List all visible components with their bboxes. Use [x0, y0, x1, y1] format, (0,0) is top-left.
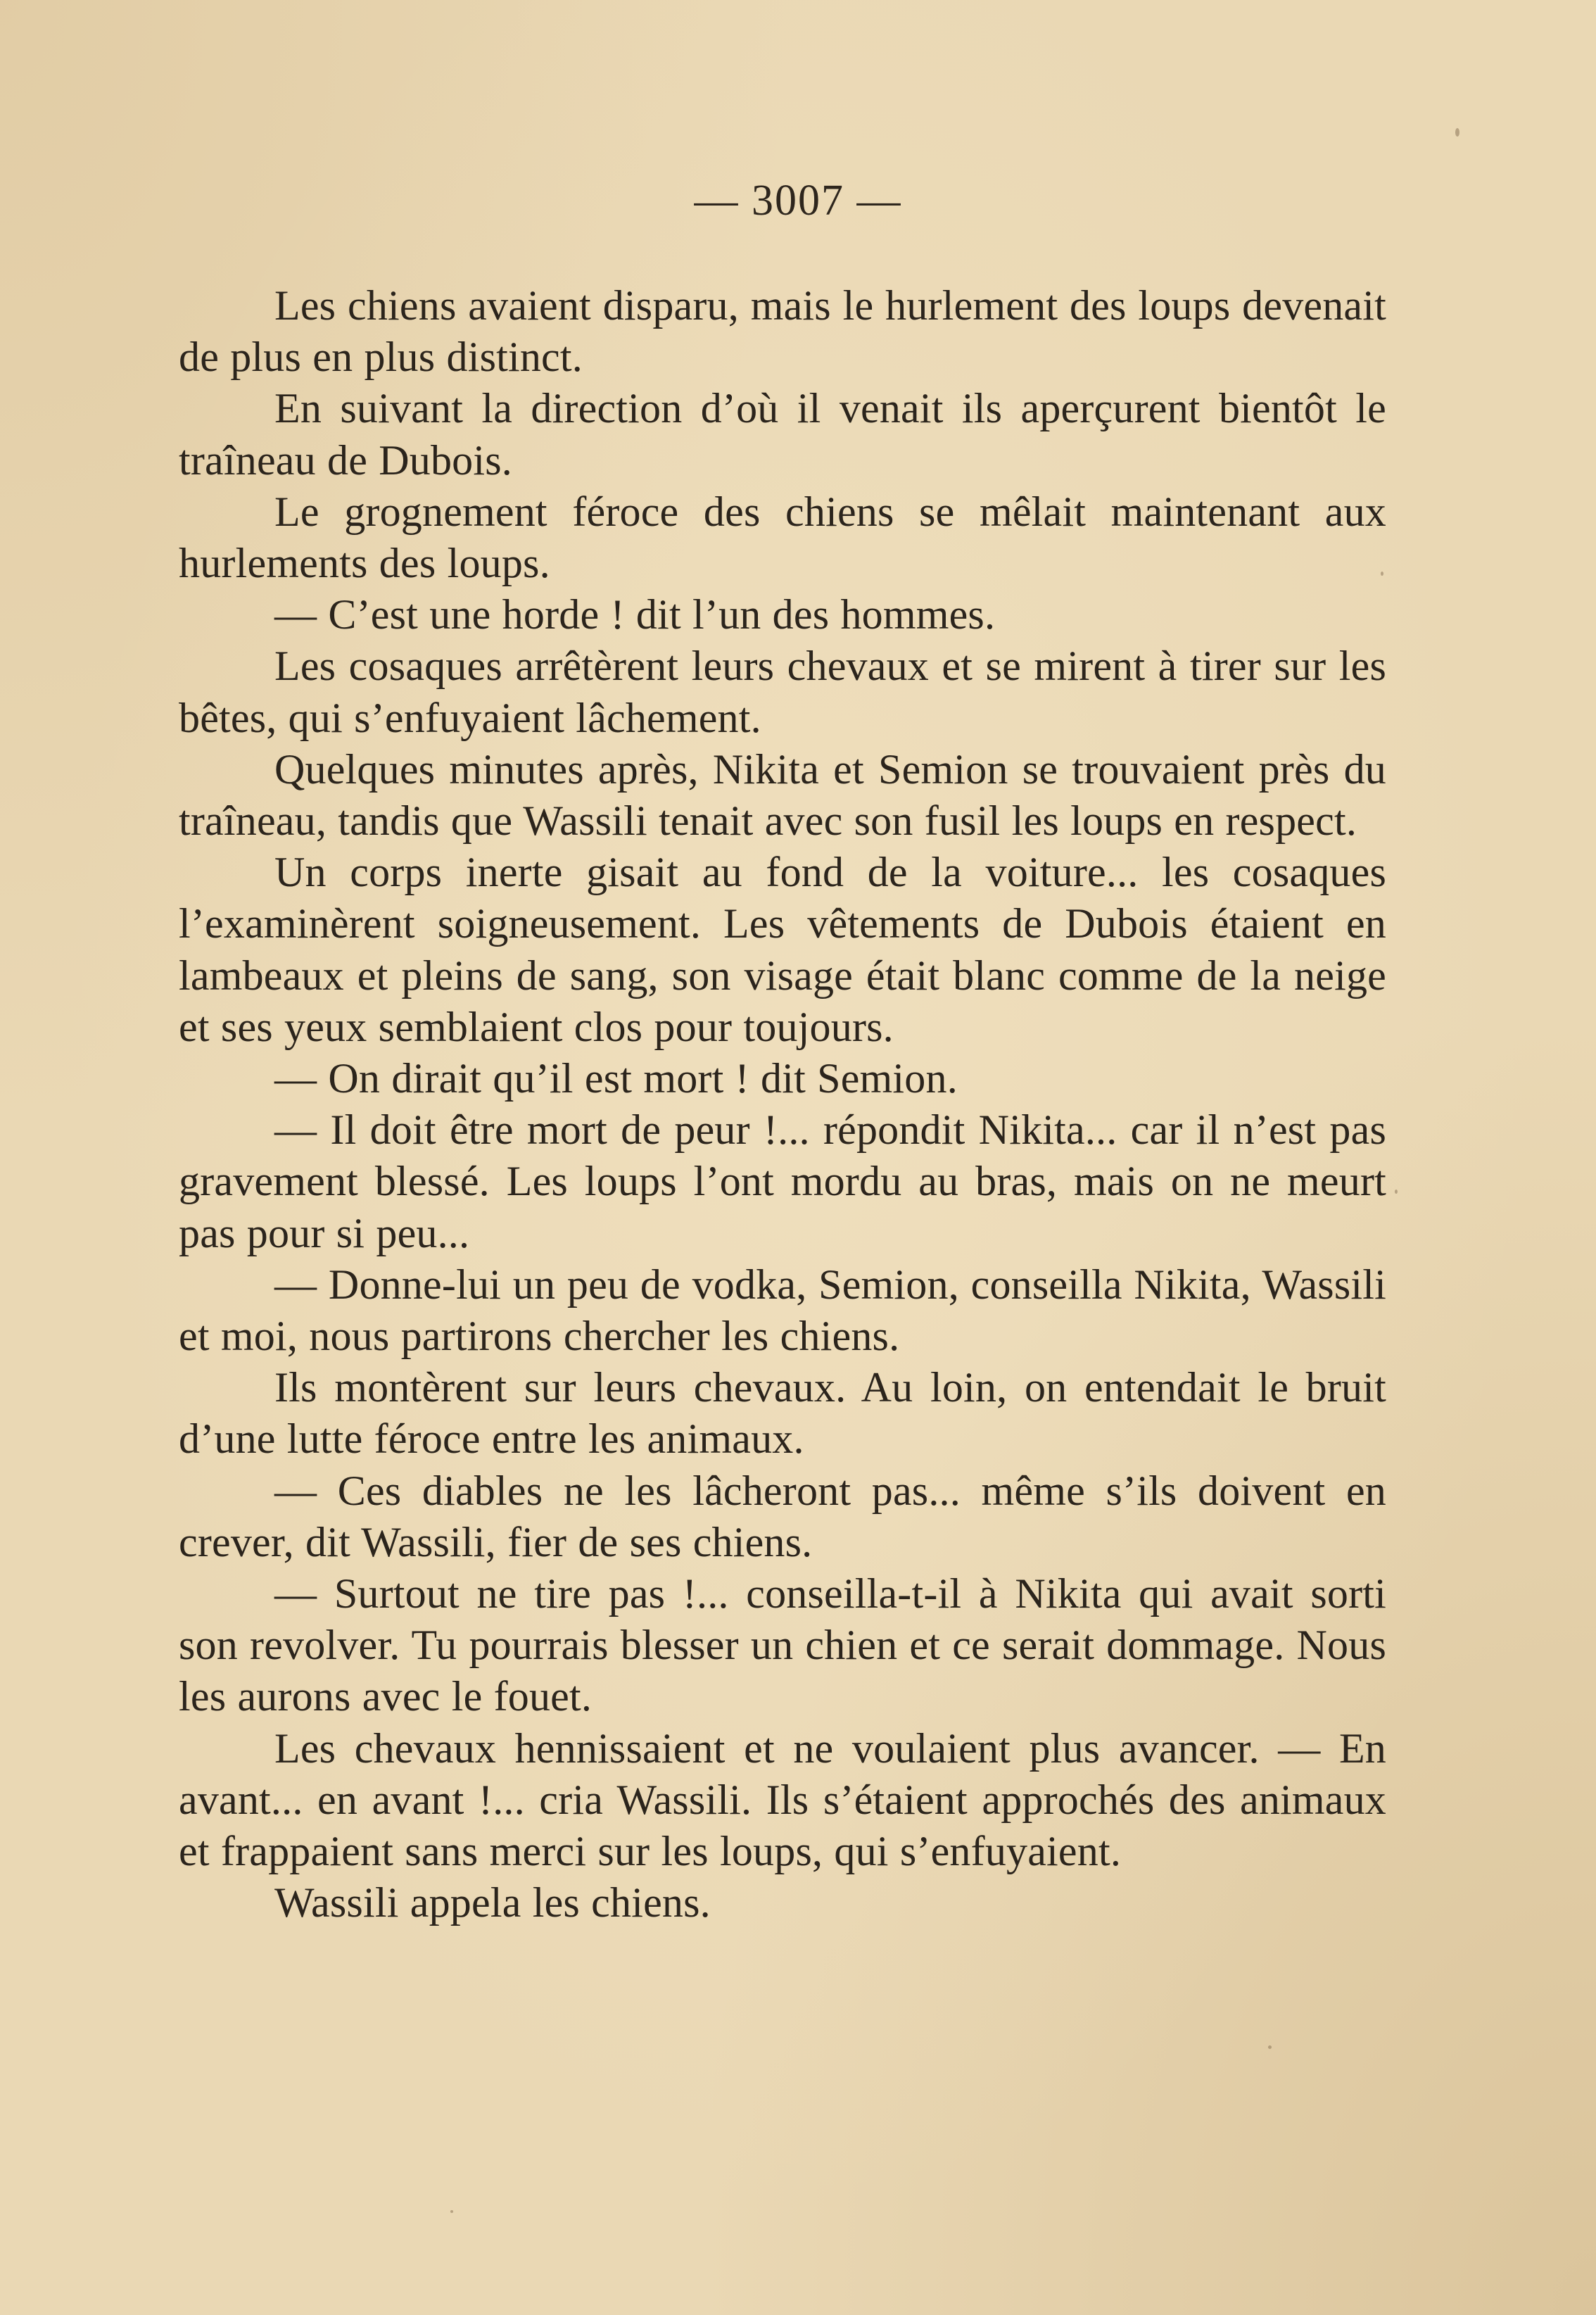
paragraph: — Surtout ne tire pas !... conseilla-t-il à Nikita qui avait sorti son revolver. Tu pourrais blesser un chien et ce serait dommage. Nous les aurons avec le fouet. [179, 1570, 1386, 1720]
paper-speck [1381, 572, 1383, 576]
paragraph: Le grognement féroce des chiens se mêlait maintenant aux hurlements des loups. [179, 488, 1386, 587]
page-number: — 3007 — [694, 177, 902, 225]
paragraph: — On dirait qu’il est mort ! dit Semion. [274, 1055, 958, 1102]
paragraph: Wassili appela les chiens. [274, 1879, 711, 1926]
paper-speck [1395, 1190, 1398, 1194]
paragraph: Les cosaques arrêtèrent leurs chevaux et se mirent à tirer sur les bêtes, qui s’enfuyaient lâchement. [179, 643, 1386, 741]
paragraph: Ils montèrent sur leurs chevaux. Au loin, on entendait le bruit d’une lutte féroce entre les animaux. [179, 1364, 1386, 1463]
body-text [179, 280, 1386, 1929]
paragraph: Les chiens avaient disparu, mais le hurlement des loups devenait de plus en plus distinct. [179, 282, 1386, 381]
paper-speck [450, 2210, 453, 2213]
paragraph: — Il doit être mort de peur !... répondit Nikita... car il n’est pas gravement blessé. Les loups l’ont mordu au bras, mais on ne meurt pas pour si peu... [179, 1106, 1386, 1256]
paragraph: Les chevaux hennissaient et ne voulaient plus avancer. — En avant... en avant !... cria Wassili. Ils s’étaient approchés des animaux et frappaient sans merci sur les loups, qui s’enfuyaient. [179, 1724, 1386, 1875]
paragraph: — C’est une horde ! dit l’un des hommes. [274, 591, 996, 638]
paragraph: — Donne-lui un peu de vodka, Semion, conseilla Nikita, Wassili et moi, nous partirons chercher les chiens. [179, 1261, 1386, 1360]
paper-speck [1268, 2045, 1272, 2049]
paragraph: En suivant la direction d’où il venait ils aperçurent bientôt le traîneau de Dubois. [179, 385, 1386, 484]
paragraph: Quelques minutes après, Nikita et Semion se trouvaient près du traîneau, tandis que Wassili tenait avec son fusil les loups en respect. [179, 745, 1386, 845]
paper-speck [1455, 128, 1459, 137]
paragraph: — Ces diables ne les lâcheront pas... même s’ils doivent en crever, dit Wassili, fier de ses chiens. [179, 1467, 1386, 1565]
paragraph: Un corps inerte gisait au fond de la voiture... les cosaques l’examinèrent soigneusement. Les vêtements de Dubois étaient en lambeaux et pleins de sang, son visage était blanc comme de la neige et ses yeux semblaient clos pour toujours. [179, 849, 1386, 1050]
